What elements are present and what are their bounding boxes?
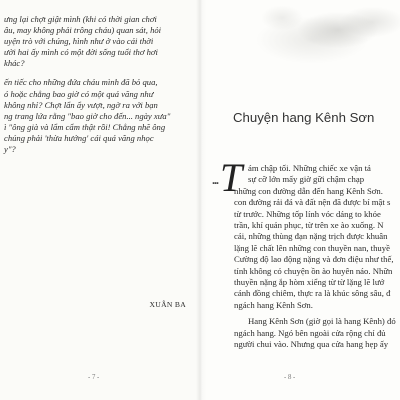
text-line: ười hai ấy mình có một đời sống tuổi thơ hơi: [4, 47, 158, 58]
text-line: thuyền nặng ắp hòm xiểng từ từ lặng lẽ lướ: [234, 277, 385, 288]
text-line: Hang Kênh Sơn (giờ gọi là hang Kênh) đó: [248, 316, 396, 327]
text-line: ì "ông già và lẩm cẩm thật rồi! Chẳng nhẽ ông: [4, 121, 166, 132]
text-line: ó hoặc chẳng bao giờ có một quá vãng như: [4, 88, 154, 99]
text-line: uyện trò với chúng, hình như ở vào cái thời: [4, 36, 154, 47]
text-line: tính không có chuyện ồn ào huyên náo. Nhữn: [234, 265, 393, 276]
text-line: cánh đồng chiêm, thực ra là khúc sông sâu, đ: [234, 288, 391, 299]
paragraph-gap: [0, 69, 190, 77]
page-number-left: - 7 -: [88, 374, 100, 381]
text-line: sự cỡ lớn mấy giờ gữi chậm chạp: [248, 174, 365, 185]
text-line: ngách hang. Ngó bên ngoài cửa rộng chỉ đủ: [234, 327, 386, 338]
text-line: ám chập tối. Những chiếc xe vận tả: [248, 163, 371, 173]
text-line: ến tiếc cho những đứa cháu mình đã bỏ qua,: [4, 77, 158, 88]
text-line: ưng lại chợt giật mình (khi có thời gian chơi: [4, 14, 157, 24]
text-line: chúng phải 'thừa hưởng' cái quá vãng nhọc: [4, 132, 154, 143]
text-line: người chui vào. Nhưng qua cửa hang hẹp ấy: [234, 339, 389, 350]
text-line: Cường độ lao động nặng và đơn điệu như thế,: [234, 254, 394, 265]
book-gutter-shadow: [196, 0, 206, 400]
text-line: khác?: [4, 58, 25, 69]
text-line: ng trang lứa rằng "bao giờ cho đến... ngày xưa": [4, 110, 171, 121]
text-line: từ trước. Những tốp lính vóc dáng to khỏe: [234, 208, 381, 219]
dropcap-ornament: ...: [212, 173, 218, 187]
right-page-text: [200, 163, 400, 351]
ink-wash-decoration: [242, 0, 400, 82]
page-number-right: - 8 -: [284, 374, 296, 381]
text-line: không nhỉ? Chợt lẩn ẩy vượt, ngờ ra với bạn: [4, 99, 158, 110]
text-line: cái, những thùng đạn nặng trịch được khuân: [234, 231, 388, 242]
text-line: con đường rải đá và đất nện đã được bí mật s: [234, 197, 391, 208]
right-page: [200, 0, 400, 400]
author-signature: XUÂN BA: [149, 300, 186, 309]
text-line: ngách hang Kênh Sơn.: [234, 299, 313, 310]
text-line: những con đường dẫn đến hang Kênh Sơn.: [234, 185, 383, 196]
chapter-title: Chuyện hang Kênh Sơn: [233, 110, 375, 125]
drop-cap-letter: T: [220, 155, 243, 200]
text-line: lặng lẽ chất lên những con thuyền nan, thuyề: [234, 242, 390, 253]
text-line: y"?: [4, 144, 16, 155]
text-line: âu, may không phải trông cháu) quan sát, hỏi: [4, 25, 162, 36]
left-page-text: [0, 14, 190, 155]
text-line: trần, khí quản phục, từ trên xe ào xuống. N: [234, 220, 384, 231]
